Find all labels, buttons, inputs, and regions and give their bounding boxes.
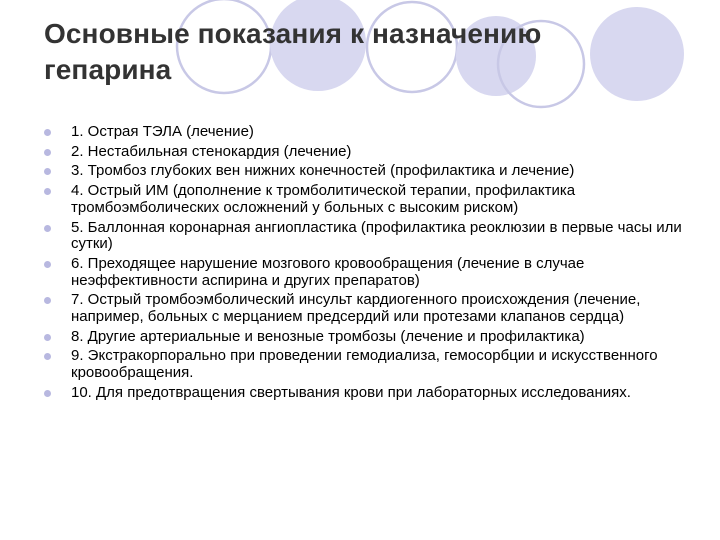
list-item-text: 5. Баллонная коронарная ангиопластика (профилактика реоклюзии в первые часы или сутки) <box>71 218 682 253</box>
list-item-text: 10. Для предотвращения свертывания крови при лабораторных исследованиях. <box>71 383 631 401</box>
list-item-text: 7. Острый тромбоэмболический инсульт кардиогенного происхождения (лечение, например, больных с мерцанием предсердий или протезами клапанов сердца) <box>71 291 641 326</box>
list-item-text: 6. Преходящее нарушение мозгового кровообращения (лечение в случае неэффективности аспирина и других препаратов) <box>71 254 585 289</box>
list-item <box>44 256 684 289</box>
list-item <box>44 124 684 141</box>
bullet-icon <box>44 149 51 156</box>
list-item <box>44 220 684 253</box>
list-item <box>44 163 684 180</box>
list-item <box>44 385 684 402</box>
list-item <box>44 183 684 216</box>
list-item <box>44 348 684 381</box>
list-item <box>44 292 684 325</box>
list-item <box>44 144 684 161</box>
bullet-icon <box>44 129 51 136</box>
list-item-text: 1. Острая ТЭЛА (лечение) <box>71 123 254 140</box>
list-item-text: 9. Экстракорпорально при проведении гемодиализа, гемосорбции и искусственного кровообращения. <box>71 347 658 382</box>
list-item <box>44 329 684 346</box>
bullet-icon <box>44 390 51 397</box>
slide-title: Основные показания к назначению гепарина <box>44 18 542 85</box>
bullet-icon <box>44 353 51 360</box>
list-item-text: 2. Нестабильная стенокардия (лечение) <box>71 142 352 160</box>
bullet-icon <box>44 225 51 232</box>
list-item-text: 3. Тромбоз глубоких вен нижних конечностей (профилактика и лечение) <box>71 162 575 180</box>
list-item-text: 4. Острый ИМ (дополнение к тромболитической терапии, профилактика тромбоэмболических осложнений у больных с высоким риском) <box>71 182 576 216</box>
bullet-icon <box>44 168 51 175</box>
list-item-text: 8. Другие артериальные и венозные тромбозы (лечение и профилактика) <box>71 327 585 345</box>
bullet-icon <box>44 188 51 195</box>
bullet-icon <box>44 334 51 341</box>
bullet-icon <box>44 297 51 304</box>
bullet-icon <box>44 261 51 268</box>
indications-list <box>44 124 684 405</box>
